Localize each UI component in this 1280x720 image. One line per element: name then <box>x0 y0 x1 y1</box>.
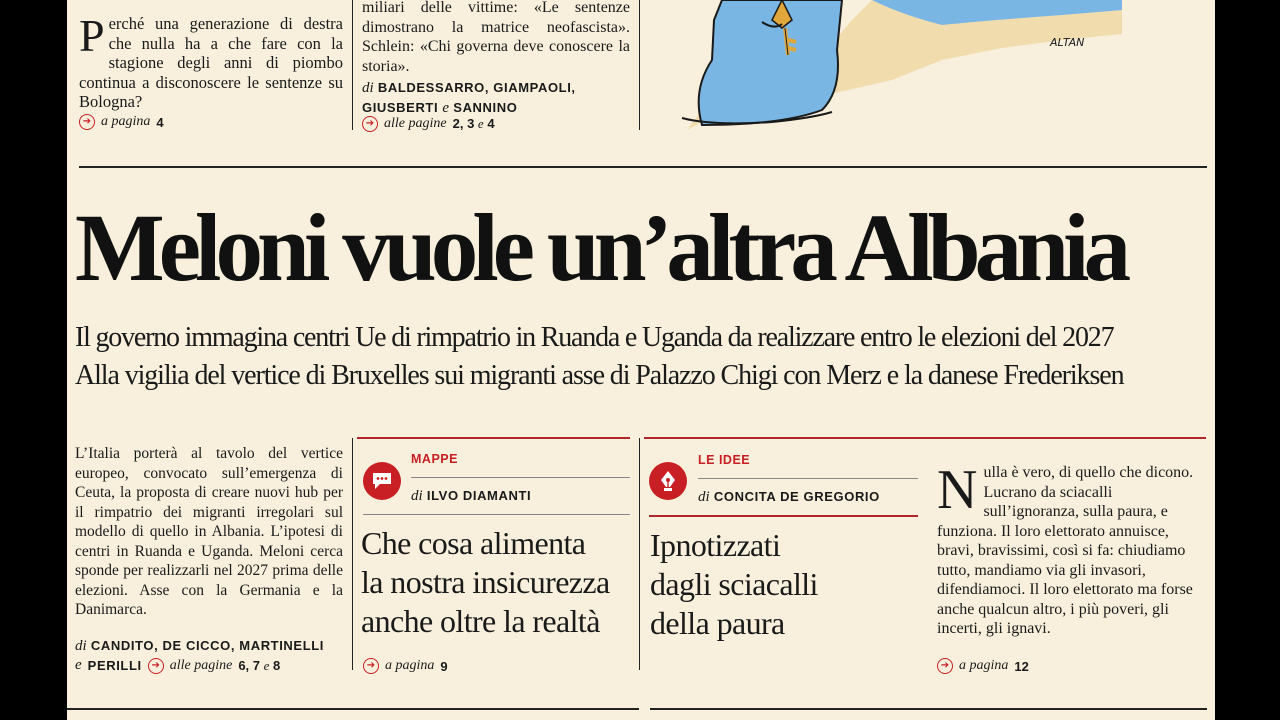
arrow-right-icon: ➔ <box>79 114 95 130</box>
bottom-rule-left <box>67 708 639 710</box>
column-divider <box>639 438 640 670</box>
mappe-byline-rule <box>363 514 630 515</box>
idee-title[interactable]: Ipnotizzati dagli sciacalli della paura <box>650 527 818 641</box>
idee-byline: di CONCITA DE GREGORIO <box>698 489 880 505</box>
idee-pageref[interactable]: ➔ a pagina 12 <box>937 658 1029 674</box>
arrow-right-icon: ➔ <box>148 658 164 674</box>
column-divider <box>352 0 353 130</box>
idee-top-rule <box>644 437 1206 439</box>
subhead-line-1: Il governo immagina centri Ue di rimpatrio in Ruanda e Uganda da realizzare entro le elezioni del 2027 <box>75 322 1114 353</box>
cartoon-illustration <box>642 0 1122 130</box>
lead-article-text: L’Italia porterà al tavolo del vertice europeo, convocato sull’emergenza di Ceuta, la proposta di creare nuovi hub per il rimpatrio dei migranti irregolari sul modello di quello in Albania. L’ipotesi di centri in Ruanda e Uganda. Meloni cerca sponde per realizzarli nel 2027 prima delle elezioni. Asse con la Germania e la Danimarca. <box>75 445 343 618</box>
idee-article-text: N ulla è vero, di quello che dicono. Lucrano da sciacalli sull’ignoranza, sulla paura, e funziona. Il loro elettorato annuisce, bravi, bravissimi, così si fa: chiudiamo tutto, mandiamo via gli invasori, difendiamoci. Il loro elettorato ma forse anche qualcun altro, i più poveri, gli incerti, gli ignavi. <box>937 459 1194 637</box>
top-middle-pageref[interactable]: ➔ alle pagine 2, 3 e 4 <box>362 116 495 132</box>
subhead-line-2: Alla vigilia del vertice di Bruxelles sui migranti asse di Palazzo Chigi con Merz e la danese Frederiksen <box>75 360 1124 391</box>
top-middle-teaser: miliari delle vittime: «Le sentenze dimostrano la matrice neofascista». Schlein: «Chi governa deve conoscere la storia». <box>362 0 630 75</box>
main-headline: Meloni vuole un’altra Albania <box>75 194 1126 301</box>
top-middle-byline: di BALDESSARRO, GIAMPAOLI, GIUSBERTI e SANNINO <box>362 80 576 116</box>
section-label-idee: LE IDEE <box>698 453 751 467</box>
newspaper-page <box>67 0 1215 720</box>
mappe-top-rule <box>357 437 630 439</box>
bottom-rule-right <box>650 708 1207 710</box>
column-divider <box>352 438 353 670</box>
headline-top-rule <box>79 166 1207 168</box>
speech-bubble-icon <box>363 462 401 500</box>
dropcap: P <box>79 10 105 61</box>
arrow-right-icon: ➔ <box>937 658 953 674</box>
teaser-text: erché una generazione di destra che nulla ha a che fare con la stagione degli anni di piombo continua a disconoscere le sentenze su Bologna? <box>79 14 343 111</box>
idee-byline-rule <box>649 515 918 517</box>
cartoon-signature: ALTAN <box>1050 36 1085 49</box>
lead-article-pageref[interactable]: e PERILLI ➔ alle pagine 6, 7 e 8 <box>75 657 281 673</box>
mappe-label-rule <box>411 477 630 478</box>
idee-label-rule <box>698 478 918 479</box>
arrow-right-icon: ➔ <box>362 116 378 132</box>
mappe-title[interactable]: Che cosa alimenta la nostra insicurezza anche oltre la realtà <box>361 525 610 639</box>
top-left-pageref[interactable]: ➔ a pagina 4 <box>79 114 164 130</box>
column-divider <box>639 0 640 130</box>
dropcap: N <box>937 459 978 521</box>
top-left-teaser <box>79 10 343 112</box>
mappe-byline: di ILVO DIAMANTI <box>411 488 532 504</box>
section-label-mappe: MAPPE <box>411 452 458 466</box>
lead-article-byline: di CANDITO, DE CICCO, MARTINELLI <box>75 638 324 654</box>
pen-nib-icon <box>649 462 687 500</box>
arrow-right-icon: ➔ <box>363 658 379 674</box>
mappe-pageref[interactable]: ➔ a pagina 9 <box>363 658 448 674</box>
